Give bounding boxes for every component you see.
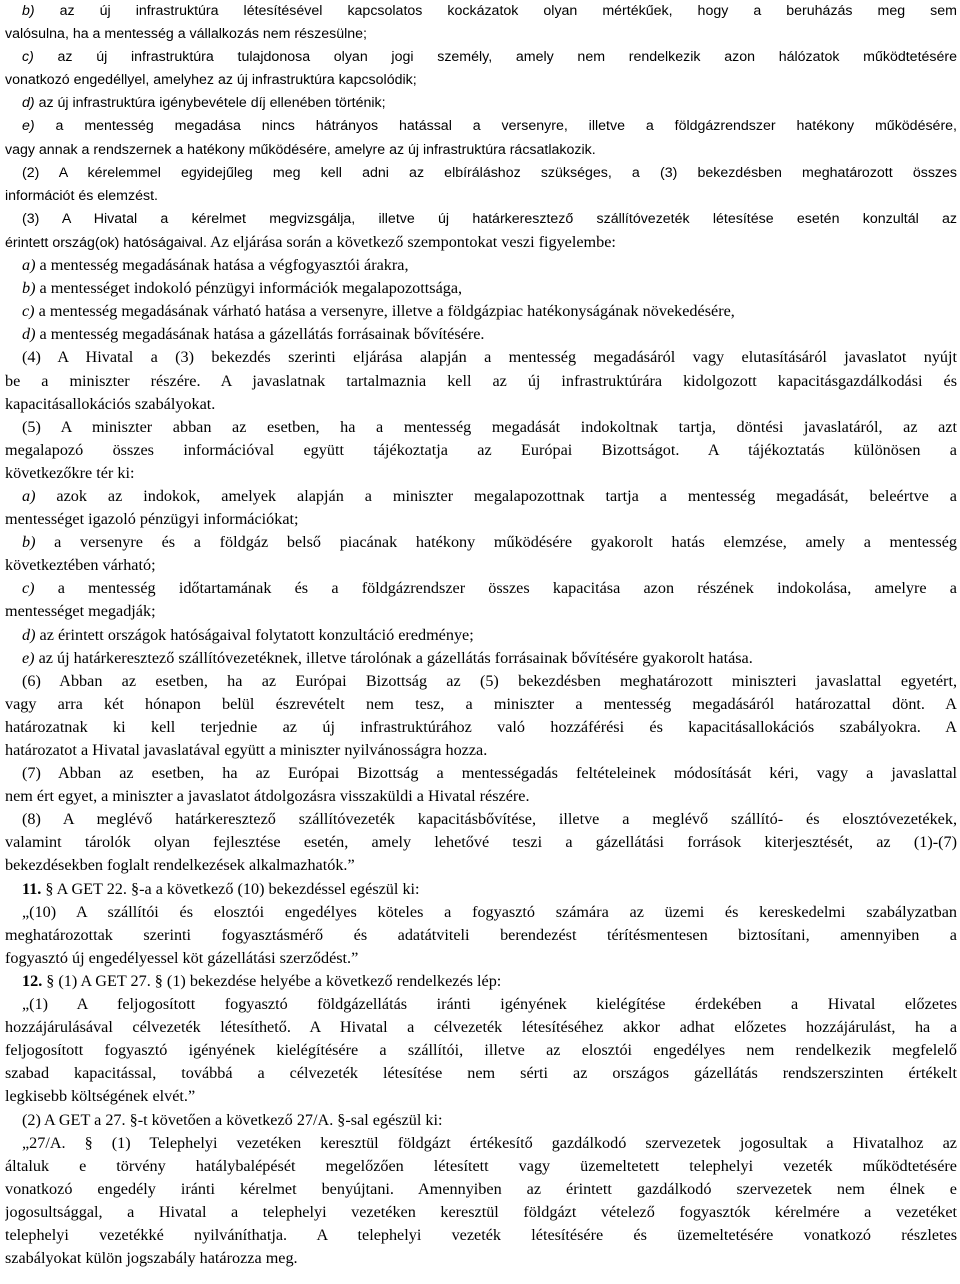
- text-line: [5, 69, 957, 92]
- text-line: [5, 439, 957, 462]
- list-marker: b): [22, 279, 36, 298]
- text-segment: be a miniszter részére. A javaslatnak tartalmaznia kell az új infrastruktúrára kidolgozott kapacitásgazdálkodási és: [5, 371, 957, 390]
- text-line: [5, 947, 957, 970]
- text-segment: szabad kapacitással, továbbá a célvezeték létesítése nem sérti az országos gázellátás rendszerszinten értékelt: [5, 1064, 957, 1083]
- text-segment: a mentesség megadásának várható hatása a versenyre, illetve a földgázpiac hatékonyságának növekedésére,: [34, 302, 735, 321]
- text-line: [5, 693, 957, 716]
- text-line: [5, 762, 957, 785]
- text-segment: következtében várható;: [5, 556, 156, 575]
- text-segment: (6) Abban az esetben, ha az Európai Bizottság az (5) bekezdésben meghatározott miniszteri javaslattal egyetért,: [22, 671, 957, 690]
- text-segment: a versenyre és a földgáz belső piacának hatékony működésére gyakorolt hatás elemzése, amely a mentesség: [35, 533, 957, 552]
- text-segment: az új infrastruktúra igénybevétele díj ellenében történik;: [34, 95, 386, 112]
- text-line: [5, 162, 957, 185]
- text-segment: (7) Abban az esetben, ha az Európai Bizottság a mentességadás feltételeinek módosítását kéri, vagy a javaslattal: [22, 764, 957, 783]
- text-segment: az érintett országok hatóságaival folytatott konzultáció eredménye;: [35, 625, 474, 644]
- text-line: [5, 462, 957, 485]
- text-line: [5, 1039, 957, 1062]
- text-line: [5, 300, 957, 323]
- text-line: [5, 924, 957, 947]
- text-segment: vagy arra két hónapon belül észrevételt nem tesz, a miniszter a mentesség megadásáról határozattal dönt. A: [5, 694, 957, 713]
- text-line: [5, 1155, 957, 1178]
- text-line: [5, 901, 957, 924]
- text-line: [5, 508, 957, 531]
- text-segment: § A GET 22. §-a a következő (10) bekezdéssel egészül ki:: [41, 879, 420, 898]
- text-line: [5, 1132, 957, 1155]
- list-marker: d): [22, 325, 36, 344]
- text-segment: valósulna, ha a mentesség a vállalkozás nem részesülne;: [5, 26, 367, 43]
- text-segment: § (1) A GET 27. § (1) bekezdése helyébe a következő rendelkezés lép:: [42, 971, 502, 990]
- text-segment: az új infrastruktúra létesítésével kapcsolatos kockázatok olyan mértékűek, hogy a beruházás meg sem: [34, 3, 957, 19]
- text-segment: bekezdésekben foglalt rendelkezések alkalmazhatók.”: [5, 856, 355, 875]
- text-segment: mentességet megadják;: [5, 602, 156, 621]
- text-segment: „27/A. § (1) Telephelyi vezetéken keresztül földgázt értékesítő gazdálkodó szervezetek jogosultak a Hivatalhoz az: [22, 1133, 957, 1152]
- text-line: [5, 647, 957, 670]
- list-marker: a): [22, 486, 36, 505]
- text-segment: az új infrastruktúra tulajdonosa olyan jogi személy, amely nem rendelkezik azon hálózatok működtetésére: [33, 49, 957, 66]
- text-line: [5, 1085, 957, 1108]
- list-marker: d): [22, 625, 36, 644]
- document-page: [5, 0, 957, 1270]
- list-marker: c): [22, 579, 35, 598]
- text-segment: (3) A Hivatal a kérelmet megvizsgálja, illetve új határkeresztező szállítóvezeték létesítése esetén konzultál az: [22, 210, 957, 227]
- list-marker: d): [22, 95, 35, 112]
- text-line: [5, 878, 957, 901]
- text-segment: nem ért egyet, a miniszter a javaslatot átdolgozásra visszaküldi a Hivatal részére.: [5, 787, 530, 806]
- text-segment: meghatározottak szerinti fogyasztásmérő és adatátviteli berendezést térítésmentesen biztosítani, amennyiben a: [5, 925, 957, 944]
- text-line: [5, 624, 957, 647]
- text-line: [5, 393, 957, 416]
- text-segment: a mentesség megadásának hatása a gázellátás forrásainak bővítésére.: [35, 325, 485, 344]
- text-segment: a mentesség időtartamának és a földgázrendszer összes kapacitása azon részének indokolása, amelyre a: [34, 579, 957, 598]
- list-marker: e): [22, 118, 35, 135]
- text-line: [5, 139, 957, 162]
- text-segment: vonatkozó engedéllyel, amelyhez az új infrastruktúra kapcsolódik;: [5, 72, 417, 89]
- list-marker: b): [22, 533, 36, 552]
- text-line: [5, 970, 957, 993]
- text-segment: valamint tárolók olyan fejlesztése esetén, amely lehetővé teszi a gázellátási források kiterjesztését, az (1)-(7): [5, 833, 957, 852]
- text-segment: „(10) A szállítói és elosztói engedélyes köteles a fogyasztó számára az üzemi és kereskedelmi szabályzatban: [22, 902, 957, 921]
- text-line: [5, 670, 957, 693]
- text-line: [5, 600, 957, 623]
- text-segment: telephelyi vezetékké nyilváníthatja. A telephelyi vezeték létesítésére és üzemeltetésére vonatkozó részletes: [5, 1225, 957, 1244]
- text-line: [5, 716, 957, 739]
- text-segment: fogyasztó új engedélyessel köt gázellátási szerződést.”: [5, 948, 359, 967]
- text-line: [5, 1247, 957, 1270]
- section-number: 11.: [22, 879, 42, 898]
- text-segment: azok az indokok, amelyek alapján a miniszter megalapozottnak tartja a mentesség megadását, beleértve a: [35, 486, 957, 505]
- text-line: [5, 577, 957, 600]
- text-segment: legkisebb költségének elvét.”: [5, 1087, 196, 1106]
- text-line: [5, 46, 957, 69]
- list-marker: c): [22, 302, 35, 321]
- text-segment: következőkre tér ki:: [5, 463, 135, 482]
- text-segment: „(1) A feljogosított fogyasztó földgázellátás iránti igényének kielégítése érdekében a Hivatal előzetes: [22, 995, 957, 1014]
- text-line: [5, 854, 957, 877]
- text-line: [5, 1178, 957, 1201]
- text-segment: vonatkozó engedély iránti kérelmet benyújtani. Amennyiben az érintett gazdálkodó szervezetek nem élnek e: [5, 1179, 957, 1198]
- list-marker: e): [22, 648, 35, 667]
- text-line: [5, 370, 957, 393]
- text-line: [5, 416, 957, 439]
- text-line: [5, 185, 957, 208]
- text-line: [5, 1062, 957, 1085]
- text-line: [5, 0, 957, 23]
- text-segment: (2) A kérelemmel egyidejűleg meg kell adni az elbíráláshoz szükséges, a (3) bekezdésben meghatározott összes: [22, 164, 957, 181]
- text-segment: mentességet igazoló pénzügyi információkat;: [5, 510, 299, 529]
- text-line: [5, 831, 957, 854]
- text-segment: határozatnak ki kell terjednie az új infrastruktúrához való hozzáférési és kapacitásallokációs szabályokra. A: [5, 717, 957, 736]
- text-segment: (4) A Hivatal a (3) bekezdés szerinti eljárása alapján a mentesség megadásáról vagy elutasításáról javaslatot nyújt: [22, 348, 957, 367]
- text-segment: (5) A miniszter abban az esetben, ha a mentesség megadását indokoltnak tartja, döntési javaslatáról, az azt: [22, 417, 957, 436]
- text-line: [5, 1109, 957, 1132]
- text-segment: Az eljárása során a következő szempontokat veszi figyelembe:: [206, 232, 616, 251]
- list-marker: c): [22, 49, 34, 66]
- text-line: [5, 1201, 957, 1224]
- text-segment: határozatot a Hivatal javaslatával együtt a miniszter nyilvánosságra hozza.: [5, 741, 488, 759]
- text-segment: kapacitásallokációs szabályokat.: [5, 394, 216, 413]
- text-line: [5, 554, 957, 577]
- text-line: [5, 115, 957, 138]
- text-line: [5, 739, 957, 762]
- text-segment: a mentesség megadásának hatása a végfogyasztói árakra,: [35, 256, 409, 275]
- text-line: [5, 485, 957, 508]
- text-line: [5, 346, 957, 369]
- text-line: [5, 23, 957, 46]
- text-segment: szabályokat külön jogszabály határozza meg.: [5, 1249, 298, 1268]
- text-line: [5, 231, 957, 254]
- text-segment: a mentességet indokoló pénzügyi információk megalapozottsága,: [35, 279, 463, 298]
- text-line: [5, 808, 957, 831]
- text-line: [5, 1016, 957, 1039]
- text-segment: (8) A meglévő határkeresztező szállítóvezeték kapacitásbővítése, illetve a meglévő szállító- és elosztóvezetékek,: [22, 810, 957, 829]
- text-segment: hozzájárulásával célvezeték létesíthető. A Hivatal a célvezeték létesítéséhez akkor adhat előzetes hozzájárulást, ha a: [5, 1018, 957, 1037]
- list-marker: b): [22, 3, 35, 19]
- text-segment: érintett ország(ok) hatóságaival.: [5, 234, 207, 251]
- text-segment: jogosultsággal, a Hivatal a telephelyi vezetéken keresztül földgázt vételező fogyasztók kérelmére a vezetéket: [5, 1202, 957, 1221]
- list-marker: a): [22, 256, 36, 275]
- text-line: [5, 92, 957, 115]
- text-line: [5, 277, 957, 300]
- text-segment: információt és elemzést.: [5, 187, 158, 204]
- text-line: [5, 1224, 957, 1247]
- text-segment: feljogosított fogyasztó igényének kielégítésére a szállítói, illetve az elosztói engedélyes nem rendelkezik megfelelő: [5, 1041, 957, 1060]
- text-line: [5, 208, 957, 231]
- text-line: [5, 993, 957, 1016]
- text-line: [5, 531, 957, 554]
- text-segment: (2) A GET a 27. §-t követően a következő 27/A. §-sal egészül ki:: [22, 1110, 443, 1129]
- text-segment: vagy annak a rendszernek a hatékony működésére, amelyre az új infrastruktúra rácsatlakozik.: [5, 141, 596, 158]
- text-segment: az új határkeresztező szállítóvezetéknek, illetve tárolónak a gázellátás forrásainak bővítésére gyakorolt hatása.: [34, 648, 753, 667]
- text-line: [5, 254, 957, 277]
- section-number: 12.: [22, 971, 43, 990]
- text-segment: általuk e törvény hatálybalépését megelőzően létesített vagy üzemeltetett telephelyi vezeték működtetésére: [5, 1156, 957, 1175]
- text-line: [5, 785, 957, 808]
- text-segment: a mentesség megadása nincs hátrányos hatással a versenyre, illetve a földgázrendszer hatékony működésére,: [34, 118, 957, 135]
- text-line: [5, 323, 957, 346]
- text-segment: megalapozó összes információval együtt tájékoztatja az Európai Bizottságot. A tájékoztatás különösen a: [5, 440, 957, 459]
